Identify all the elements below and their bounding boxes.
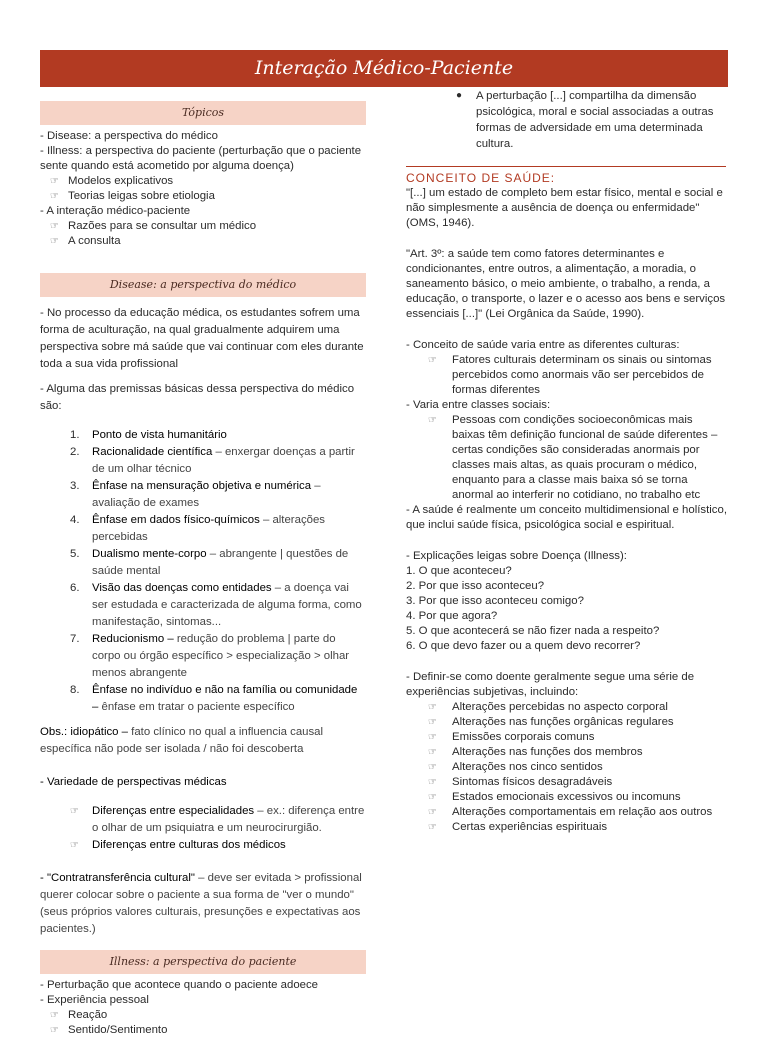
- list-item: 1. O que aconteceu?: [406, 565, 512, 577]
- hand-pointing-icon: ☞: [428, 792, 437, 803]
- item-number: 6.: [70, 582, 80, 594]
- item-detail: ênfase em tratar o paciente específico: [98, 701, 295, 713]
- list-item: ☞ Diferenças entre especialidades – ex.: diferença entre o olhar de um psiquiatra e um neurocirurgião.: [70, 805, 365, 834]
- list-item: ☞ Alterações percebidas no aspecto corporal: [428, 701, 668, 713]
- item-title: Reducionismo –: [92, 633, 174, 645]
- lay-questions-list: [406, 564, 728, 654]
- item-number: 7.: [70, 633, 80, 645]
- disease-heading: Disease: a perspectiva do médico: [40, 273, 366, 297]
- list-item: ☞ Razões para se consultar um médico: [50, 220, 257, 232]
- list-item: ☞ A consulta: [50, 235, 121, 247]
- paragraph: - Alguma das premissas básicas dessa perspectiva do médico são:: [40, 383, 355, 412]
- paragraph: - Varia entre classes sociais:: [406, 399, 551, 411]
- list-item: [40, 427, 366, 444]
- list-item: ☞ Certas experiências espirituais: [428, 821, 608, 833]
- hand-pointing-icon: ☞: [428, 415, 437, 426]
- hand-pointing-icon: ☞: [428, 762, 437, 773]
- hand-pointing-icon: ☞: [428, 732, 437, 743]
- list-item: 5. O que acontecerá se não fizer nada a respeito?: [406, 625, 660, 637]
- hand-pointing-icon: ☞: [428, 822, 437, 833]
- item-detail: – abrangente | questões de saúde mental: [92, 548, 349, 577]
- right-column: [406, 88, 728, 835]
- hand-pointing-icon: ☞: [50, 176, 59, 187]
- list-item: [40, 546, 366, 580]
- item-number: 8.: [70, 684, 80, 696]
- hand-pointing-icon: ☞: [50, 236, 59, 247]
- list-item: 4. Por que agora?: [406, 610, 498, 622]
- paragraph: - Conceito de saúde varia entre as diferentes culturas:: [406, 339, 680, 351]
- item-title: Ênfase em dados físico-químicos: [92, 514, 260, 526]
- bullet-icon: ●: [456, 90, 463, 101]
- hand-pointing-icon: ☞: [428, 747, 437, 758]
- item-detail: – enxergar doenças a partir de um olhar técnico: [92, 446, 355, 475]
- list-item: [40, 512, 366, 546]
- list-item: ☞ Modelos explicativos: [50, 175, 174, 187]
- hand-pointing-icon: ☞: [70, 806, 79, 817]
- premises-list: [40, 427, 366, 716]
- list-item: ☞ Alterações nos cinco sentidos: [428, 761, 603, 773]
- item-number: 3.: [70, 480, 80, 492]
- hand-pointing-icon: ☞: [428, 777, 437, 788]
- topics-line: - Illness: a perspectiva do paciente (perturbação que o paciente sente quando está acometido por alguma doença): [40, 145, 362, 172]
- hand-pointing-icon: ☞: [428, 717, 437, 728]
- list-item: [40, 631, 366, 682]
- hand-pointing-icon: ☞: [428, 807, 437, 818]
- item-title: Ponto de vista humanitário: [92, 429, 227, 441]
- topics-line: - A interação médico-paciente: [40, 205, 191, 217]
- quote: "Art. 3º: a saúde tem como fatores determinantes e condicionantes, entre outros, a alimentação, a moradia, o saneamento básico, o meio ambiente, o trabalho, a renda, a educação, o transporte, o lazer e o acesso aos bens e serviços essenciais [...]" (Lei Orgânica da Saúde, 1990).: [406, 248, 726, 320]
- list-item: [40, 580, 366, 631]
- experiences-list: [406, 700, 728, 835]
- obs-note: Obs.: idiopático – fato clínico no qual a influencia causal específica não pode ser isolada / não foi descoberta: [40, 726, 324, 755]
- topics-line: - Disease: a perspectiva do médico: [40, 130, 218, 142]
- item-title: Dualismo mente-corpo: [92, 548, 207, 560]
- item-number: 4.: [70, 514, 80, 526]
- item-detail: – alterações percebidas: [92, 514, 325, 543]
- quote: "[...] um estado de completo bem estar físico, mental e social e não simplesmente a ausência de doença ou enfermidade" (OMS, 1946).: [406, 187, 723, 229]
- paragraph: - A saúde é realmente um conceito multidimensional e holístico, que inclui saúde física, psicológica social e espiritual.: [406, 504, 728, 531]
- item-title: Ênfase na mensuração objetiva e numérica: [92, 480, 312, 492]
- list-item: [40, 682, 366, 716]
- left-column: [40, 101, 366, 1038]
- illness-line: - Perturbação que acontece quando o paciente adoece: [40, 979, 319, 991]
- list-item: ☞ Fatores culturais determinam os sinais ou sintomas percebidos como anormais vão ser percebidos de formas diferentes: [428, 354, 712, 396]
- list-item: ☞ Alterações nas funções dos membros: [428, 746, 643, 758]
- list-item: ☞ Reação: [50, 1009, 108, 1021]
- list-item: ☞ Diferenças entre culturas dos médicos: [40, 837, 366, 854]
- item-title: Ênfase no indivíduo e não na família ou comunidade –: [92, 684, 358, 713]
- list-item: ☞ Sintomas físicos desagradáveis: [428, 776, 613, 788]
- variety-heading: - Variedade de perspectivas médicas: [40, 776, 227, 788]
- item-number: 5.: [70, 548, 80, 560]
- item-title: Visão das doenças como entidades: [92, 582, 272, 594]
- list-item: [40, 478, 366, 512]
- hand-pointing-icon: ☞: [50, 191, 59, 202]
- list-item: ☞ Sentido/Sentimento: [50, 1024, 168, 1036]
- item-detail: – avaliação de exames: [92, 480, 321, 509]
- paragraph: - Explicações leigas sobre Doença (Illness):: [406, 550, 627, 562]
- list-item: ☞ Alterações nas funções orgânicas regulares: [428, 716, 674, 728]
- list-item: ☞ Estados emocionais excessivos ou incomuns: [428, 791, 681, 803]
- counter-transference-note: - "Contratransferência cultural" – deve ser evitada > profissional querer colocar sobre o paciente a sua forma de "ver o mundo" (seus próprios valores culturais, presunções e expectativas aos pacientes.): [40, 872, 362, 935]
- topics-heading: Tópicos: [40, 101, 366, 125]
- page-title: Interação Médico-Paciente: [40, 50, 728, 87]
- item-detail: – a doença vai ser estudada e caracterizada de alguma forma, como manifestação, sintomas...: [92, 582, 362, 628]
- list-item: [40, 444, 366, 478]
- list-item: ☞ Pessoas com condições socioeconômicas mais baixas têm definição funcional de saúde diferentes – certas condições são consideradas anormais por classes mais altas, as quais procuram o médico, enquanto para a classe mais baixa só se torna anormal ao interferir no cotidiano, no trabalho etc: [428, 414, 718, 501]
- list-item: 2. Por que isso aconteceu?: [406, 580, 545, 592]
- paragraph: - No processo da educação médica, os estudantes sofrem uma forma de aculturação, na qual gradualmente adquirem uma perspectiva sobre má saúde que vai continuar com eles durante toda a sua vida profissional: [40, 307, 364, 370]
- hand-pointing-icon: ☞: [50, 1010, 59, 1021]
- hand-pointing-icon: ☞: [428, 702, 437, 713]
- concept-heading: CONCEITO DE SAÚDE:: [406, 171, 556, 185]
- item-number: 2.: [70, 446, 80, 458]
- list-item: ☞ Teorias leigas sobre etiologia: [50, 190, 215, 202]
- list-item: ☞ Emissões corporais comuns: [428, 731, 595, 743]
- hand-pointing-icon: ☞: [70, 840, 79, 851]
- hand-pointing-icon: ☞: [50, 1025, 59, 1036]
- paragraph: - Definir-se como doente geralmente segue uma série de experiências subjetivas, incluindo:: [406, 671, 695, 698]
- hand-pointing-icon: ☞: [428, 355, 437, 366]
- list-item: ☞ Alterações comportamentais em relação aos outros: [428, 806, 713, 818]
- list-item: ● A perturbação [...] compartilha da dimensão psicológica, moral e social associadas a outras formas de adversidade em uma determinada cultura.: [456, 90, 714, 150]
- illness-heading: Illness: a perspectiva do paciente: [40, 950, 366, 974]
- item-number: 1.: [70, 429, 80, 441]
- item-title: Racionalidade científica: [92, 446, 213, 458]
- illness-line: - Experiência pessoal: [40, 994, 149, 1006]
- list-item: 3. Por que isso aconteceu comigo?: [406, 595, 584, 607]
- list-item: 6. O que devo fazer ou a quem devo recorrer?: [406, 640, 641, 652]
- hand-pointing-icon: ☞: [50, 221, 59, 232]
- item-detail: redução do problema | parte do corpo ou órgão específico > especialização > olhar menos abrangente: [92, 633, 350, 679]
